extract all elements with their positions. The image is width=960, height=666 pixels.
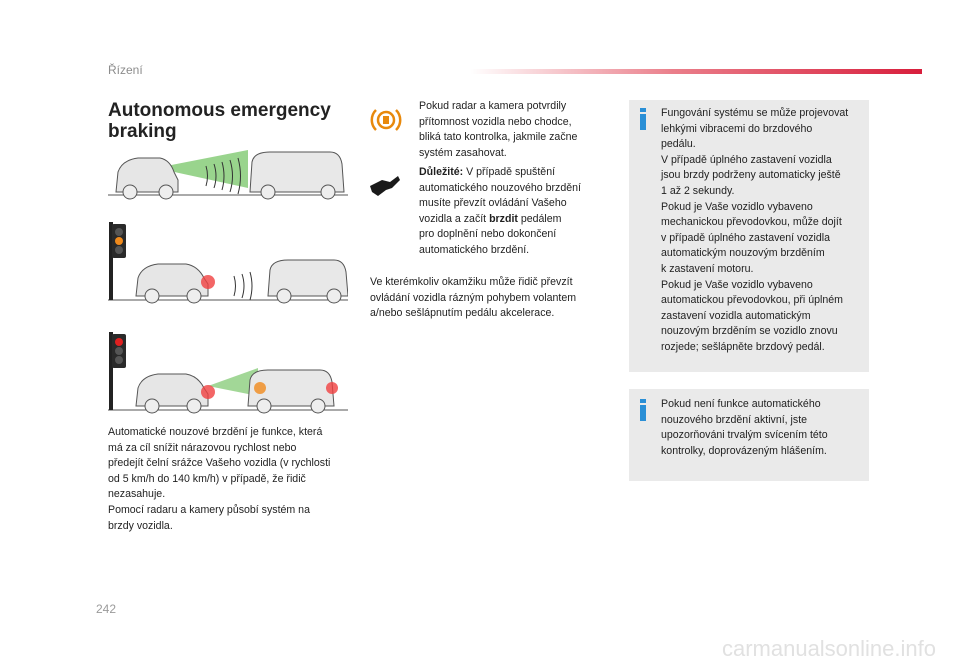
caption-line: od 5 km/h do 140 km/h) v případě, že řidič — [108, 472, 306, 485]
info-line: rozjede; sešlápněte brzdový pedál. — [661, 340, 825, 353]
info-line: lehkými vibracemi do brzdového — [661, 122, 813, 135]
important-line: automatického brzdění. — [419, 243, 530, 256]
section-label: Řízení — [108, 63, 143, 77]
important-label: Důležité: — [419, 166, 464, 178]
info-line: 1 až 2 sekundy. — [661, 184, 735, 197]
page-title — [108, 100, 331, 142]
traffic-light-icon — [109, 222, 126, 300]
info-box-operation — [629, 100, 869, 372]
title-line-2: braking — [108, 121, 177, 142]
info-box-text — [661, 106, 861, 356]
info-line: nouzovým brzděním se vozidlo znovu — [661, 325, 838, 338]
hand-on-wheel-icon — [368, 172, 402, 198]
info-line: nouzového brzdění aktivní, jste — [661, 413, 808, 426]
important-line: pro doplnění nebo dokončení — [419, 228, 557, 241]
brake-warning-icon — [370, 104, 402, 136]
important-line — [419, 165, 604, 181]
warning-line: bliká tato kontrolka, jakmile začne — [419, 131, 578, 144]
info-box-inactive — [629, 389, 869, 481]
title-line-1: Autonomous emergency — [108, 100, 331, 121]
intro-caption — [108, 425, 353, 534]
override-line: a/nebo sešlápnutím pedálu akcelerace. — [370, 307, 555, 320]
info-line: Fungování systému se může projevovat — [661, 107, 849, 119]
illustration-warning-stage — [108, 220, 348, 305]
warning-line: systém zasahovat. — [419, 146, 507, 159]
caption-line: brzdy vozidla. — [108, 519, 173, 532]
info-line: pedálu. — [661, 138, 696, 151]
important-line-pre: vozidla a začít — [419, 212, 490, 225]
info-line: automatickou převodovkou, při úplném — [661, 294, 843, 307]
info-line: k zastavení motoru. — [661, 262, 754, 275]
info-line: automatickým nouzovým brzděním — [661, 247, 825, 260]
info-box-text — [661, 397, 861, 459]
info-line: zastavení vozidla automatickým — [661, 309, 811, 322]
info-line: v případě úplného zastavení vozidla — [661, 231, 831, 244]
info-line: upozorňováni trvalým svícením této — [661, 429, 828, 442]
important-line: musíte převzít ovládání Vašeho — [419, 197, 567, 210]
caption-line: má za cíl snížit nárazovou rychlost nebo — [108, 441, 297, 454]
header-accent-bar — [470, 69, 922, 74]
override-line: ovládání vozidla rázným pohybem volantem — [370, 291, 577, 304]
important-line-rest: V případě spuštění — [463, 166, 556, 178]
info-line: jsou brzdy podrženy automaticky ještě — [661, 169, 841, 182]
watermark: carmanualsonline.info — [721, 636, 936, 661]
illustration-braking-stage — [108, 330, 348, 415]
important-line-post: pedálem — [517, 212, 562, 225]
warning-line: přítomnost vozidla nebo chodce, — [419, 115, 572, 128]
info-line: Pokud je Vaše vozidlo vybaveno — [661, 200, 813, 213]
brake-emphasis: brzdit — [489, 212, 518, 225]
important-note — [419, 165, 604, 259]
info-line: mechanickou převodovkou, může dojít — [661, 216, 842, 229]
info-line: Pokud je Vaše vozidlo vybaveno — [661, 278, 813, 291]
important-line: automatického nouzového brzdění — [419, 181, 581, 194]
caption-line: předejít čelní srážce Vašeho vozidla (v rychlosti — [108, 457, 331, 470]
info-line: kontrolky, doprovázeným hlášením. — [661, 444, 827, 457]
override-line: Ve kterémkoliv okamžiku může řidič převzít — [370, 276, 573, 288]
important-line — [419, 212, 604, 228]
info-line: V případě úplného zastavení vozidla — [661, 153, 832, 166]
caption-line: nezasahuje. — [108, 488, 166, 501]
info-icon — [639, 399, 647, 421]
traffic-light-icon — [109, 332, 126, 410]
caption-line: Pomocí radaru a kamery působí systém na — [108, 503, 310, 516]
info-icon — [639, 108, 647, 130]
warning-line: Pokud radar a kamera potvrdily — [419, 100, 567, 112]
info-line: Pokud není funkce automatického — [661, 398, 821, 410]
caption-line: Automatické nouzové brzdění je funkce, která — [108, 426, 323, 438]
page-number: 242 — [96, 602, 117, 616]
driver-override-text — [370, 275, 610, 322]
illustration-radar-detection — [108, 140, 348, 205]
warning-light-text — [419, 99, 604, 161]
